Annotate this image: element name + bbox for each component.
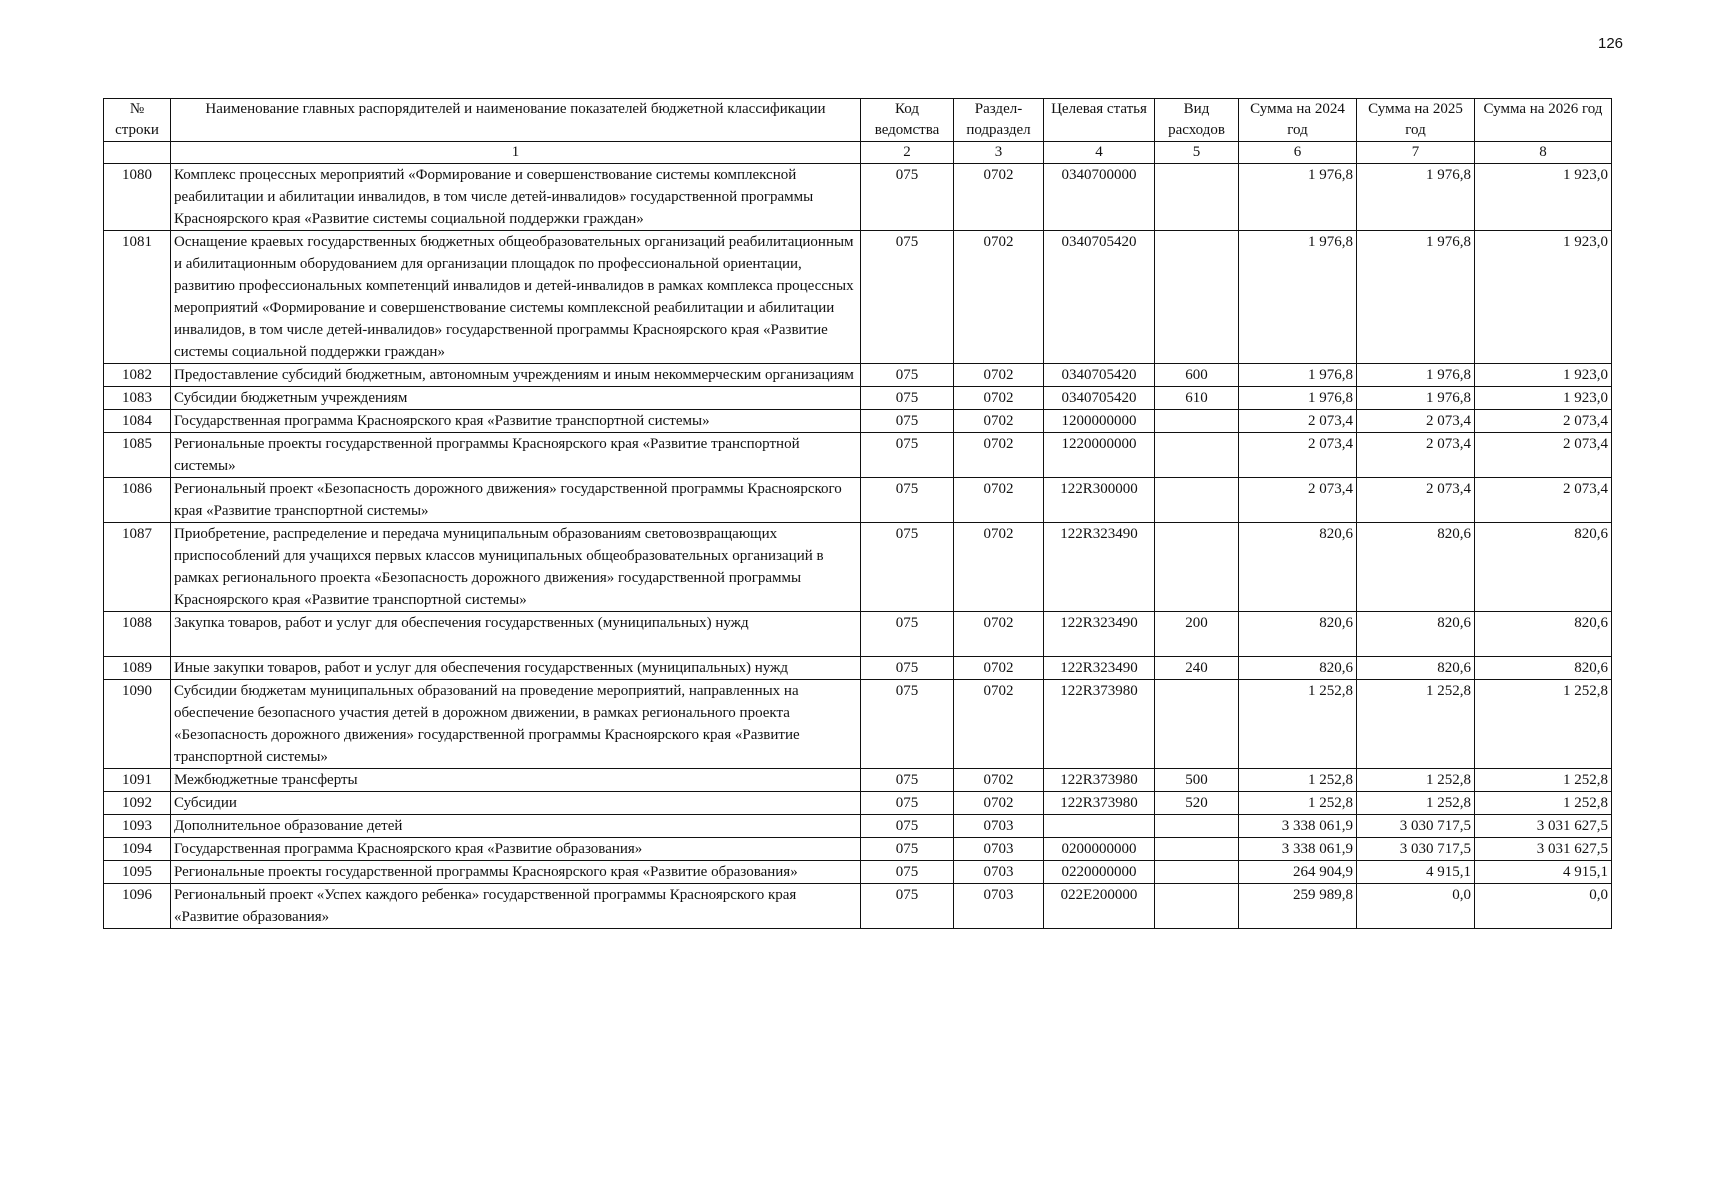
sum-2025-cell: 1 976,8	[1357, 364, 1475, 387]
sum-2025-cell: 820,6	[1357, 612, 1475, 657]
row-number-cell: 1083	[104, 387, 171, 410]
target-code-cell: 1200000000	[1044, 410, 1155, 433]
column-number-cell: 4	[1044, 142, 1155, 164]
sum-2026-cell: 1 252,8	[1475, 792, 1612, 815]
expense-type-cell: 200	[1155, 612, 1239, 657]
sum-2025-cell: 1 976,8	[1357, 164, 1475, 231]
table-row	[104, 769, 1612, 792]
dept-code-cell: 075	[861, 387, 954, 410]
dept-code-cell: 075	[861, 364, 954, 387]
row-number-cell: 1088	[104, 612, 171, 657]
column-number-cell: 5	[1155, 142, 1239, 164]
section-code-cell: 0702	[954, 433, 1044, 478]
expense-type-cell	[1155, 884, 1239, 929]
row-name-cell: Субсидии	[171, 792, 861, 815]
sum-2026-cell: 3 031 627,5	[1475, 838, 1612, 861]
sum-2025-cell: 3 030 717,5	[1357, 838, 1475, 861]
sum-2026-cell: 1 923,0	[1475, 387, 1612, 410]
sum-2024-cell: 1 252,8	[1239, 680, 1357, 769]
sum-2025-cell: 2 073,4	[1357, 433, 1475, 478]
row-name-cell: Комплекс процессных мероприятий «Формирование и совершенствование системы комплексной реабилитации и абилитации инвалидов, в том числе детей-инвалидов» государственной программы Красноярского края «Развитие системы социальной поддержки граждан»	[171, 164, 861, 231]
target-code-cell: 022E200000	[1044, 884, 1155, 929]
column-number-cell: 2	[861, 142, 954, 164]
expense-type-cell	[1155, 523, 1239, 612]
header-exp-type: Вид расходов	[1155, 99, 1239, 142]
header-name: Наименование главных распорядителей и наименование показателей бюджетной классификации	[171, 99, 861, 142]
table-row	[104, 231, 1612, 364]
row-name-cell: Государственная программа Красноярского края «Развитие транспортной системы»	[171, 410, 861, 433]
row-number-cell: 1084	[104, 410, 171, 433]
table-row	[104, 884, 1612, 929]
section-code-cell: 0702	[954, 478, 1044, 523]
row-number-cell: 1090	[104, 680, 171, 769]
sum-2026-cell: 4 915,1	[1475, 861, 1612, 884]
dept-code-cell: 075	[861, 769, 954, 792]
row-number-cell: 1096	[104, 884, 171, 929]
row-name-cell: Региональный проект «Безопасность дорожного движения» государственной программы Красноярского края «Развитие транспортной системы»	[171, 478, 861, 523]
sum-2026-cell: 2 073,4	[1475, 478, 1612, 523]
expense-type-cell	[1155, 231, 1239, 364]
row-number-cell: 1081	[104, 231, 171, 364]
row-name-cell: Субсидии бюджетным учреждениям	[171, 387, 861, 410]
sum-2024-cell: 820,6	[1239, 523, 1357, 612]
sum-2026-cell: 820,6	[1475, 657, 1612, 680]
table-row	[104, 364, 1612, 387]
table-row	[104, 433, 1612, 478]
expense-type-cell: 240	[1155, 657, 1239, 680]
sum-2025-cell: 1 252,8	[1357, 680, 1475, 769]
sum-2026-cell: 2 073,4	[1475, 433, 1612, 478]
table-row	[104, 792, 1612, 815]
row-name-cell: Межбюджетные трансферты	[171, 769, 861, 792]
row-name-cell: Иные закупки товаров, работ и услуг для обеспечения государственных (муниципальных) нужд	[171, 657, 861, 680]
row-number-cell: 1082	[104, 364, 171, 387]
sum-2026-cell: 1 252,8	[1475, 680, 1612, 769]
target-code-cell: 122R373980	[1044, 792, 1155, 815]
target-code-cell: 122R323490	[1044, 612, 1155, 657]
target-code-cell: 0340705420	[1044, 231, 1155, 364]
sum-2024-cell: 2 073,4	[1239, 478, 1357, 523]
table-row	[104, 657, 1612, 680]
section-code-cell: 0702	[954, 364, 1044, 387]
sum-2026-cell: 0,0	[1475, 884, 1612, 929]
header-target: Целевая статья	[1044, 99, 1155, 142]
column-number-row	[104, 142, 1612, 164]
row-name-cell: Закупка товаров, работ и услуг для обеспечения государственных (муниципальных) нужд	[171, 612, 861, 657]
column-number-cell: 7	[1357, 142, 1475, 164]
row-number-cell: 1087	[104, 523, 171, 612]
table-row	[104, 815, 1612, 838]
target-code-cell: 122R323490	[1044, 523, 1155, 612]
table-row	[104, 680, 1612, 769]
row-number-cell: 1089	[104, 657, 171, 680]
sum-2026-cell: 2 073,4	[1475, 410, 1612, 433]
expense-type-cell: 520	[1155, 792, 1239, 815]
dept-code-cell: 075	[861, 680, 954, 769]
sum-2024-cell: 1 252,8	[1239, 792, 1357, 815]
column-number-cell: 3	[954, 142, 1044, 164]
table-row	[104, 523, 1612, 612]
sum-2026-cell: 1 923,0	[1475, 231, 1612, 364]
dept-code-cell: 075	[861, 884, 954, 929]
row-number-cell: 1092	[104, 792, 171, 815]
sum-2026-cell: 3 031 627,5	[1475, 815, 1612, 838]
header-sum-2024: Сумма на 2024 год	[1239, 99, 1357, 142]
row-name-cell: Предоставление субсидий бюджетным, автономным учреждениям и иным некоммерческим организациям	[171, 364, 861, 387]
section-code-cell: 0702	[954, 792, 1044, 815]
sum-2025-cell: 820,6	[1357, 523, 1475, 612]
sum-2024-cell: 2 073,4	[1239, 433, 1357, 478]
sum-2026-cell: 820,6	[1475, 523, 1612, 612]
target-code-cell: 1220000000	[1044, 433, 1155, 478]
sum-2025-cell: 2 073,4	[1357, 410, 1475, 433]
row-number-cell: 1080	[104, 164, 171, 231]
column-number-cell	[104, 142, 171, 164]
row-name-cell: Дополнительное образование детей	[171, 815, 861, 838]
header-sum-2025: Сумма на 2025 год	[1357, 99, 1475, 142]
header-row	[104, 99, 1612, 142]
expense-type-cell	[1155, 815, 1239, 838]
sum-2025-cell: 1 976,8	[1357, 387, 1475, 410]
column-number-cell: 6	[1239, 142, 1357, 164]
sum-2026-cell: 820,6	[1475, 612, 1612, 657]
table-row	[104, 838, 1612, 861]
section-code-cell: 0702	[954, 657, 1044, 680]
target-code-cell: 122R373980	[1044, 769, 1155, 792]
section-code-cell: 0703	[954, 838, 1044, 861]
dept-code-cell: 075	[861, 815, 954, 838]
sum-2025-cell: 4 915,1	[1357, 861, 1475, 884]
sum-2024-cell: 1 976,8	[1239, 231, 1357, 364]
row-number-cell: 1095	[104, 861, 171, 884]
row-name-cell: Региональные проекты государственной программы Красноярского края «Развитие транспортной системы»	[171, 433, 861, 478]
sum-2025-cell: 1 252,8	[1357, 769, 1475, 792]
sum-2026-cell: 1 923,0	[1475, 164, 1612, 231]
expense-type-cell: 610	[1155, 387, 1239, 410]
row-number-cell: 1093	[104, 815, 171, 838]
expense-type-cell	[1155, 861, 1239, 884]
header-section: Раздел-подраздел	[954, 99, 1044, 142]
section-code-cell: 0703	[954, 815, 1044, 838]
row-number-cell: 1091	[104, 769, 171, 792]
dept-code-cell: 075	[861, 838, 954, 861]
sum-2024-cell: 2 073,4	[1239, 410, 1357, 433]
section-code-cell: 0702	[954, 164, 1044, 231]
target-code-cell: 0340705420	[1044, 364, 1155, 387]
row-name-cell: Оснащение краевых государственных бюджетных общеобразовательных организаций реабилитационным и абилитационным оборудованием для организации площадок по профессиональной ориентации, развитию профессиональных компетенций инвалидов и детей-инвалидов в рамках комплекса процессных мероприятий «Формирование и совершенствование системы комплексной реабилитации и абилитации инвалидов, в том числе детей-инвалидов» государственной программы Красноярского края «Развитие системы социальной поддержки граждан»	[171, 231, 861, 364]
section-code-cell: 0702	[954, 769, 1044, 792]
sum-2025-cell: 3 030 717,5	[1357, 815, 1475, 838]
expense-type-cell	[1155, 680, 1239, 769]
dept-code-cell: 075	[861, 657, 954, 680]
target-code-cell: 122R323490	[1044, 657, 1155, 680]
row-name-cell: Региональные проекты государственной программы Красноярского края «Развитие образования»	[171, 861, 861, 884]
dept-code-cell: 075	[861, 433, 954, 478]
dept-code-cell: 075	[861, 612, 954, 657]
sum-2025-cell: 0,0	[1357, 884, 1475, 929]
table-row	[104, 861, 1612, 884]
column-number-cell: 1	[171, 142, 861, 164]
sum-2026-cell: 1 252,8	[1475, 769, 1612, 792]
dept-code-cell: 075	[861, 792, 954, 815]
sum-2024-cell: 1 976,8	[1239, 164, 1357, 231]
sum-2024-cell: 1 976,8	[1239, 364, 1357, 387]
sum-2025-cell: 2 073,4	[1357, 478, 1475, 523]
target-code-cell: 0340700000	[1044, 164, 1155, 231]
dept-code-cell: 075	[861, 410, 954, 433]
section-code-cell: 0702	[954, 231, 1044, 364]
table-row	[104, 410, 1612, 433]
section-code-cell: 0703	[954, 861, 1044, 884]
row-name-cell: Субсидии бюджетам муниципальных образований на проведение мероприятий, направленных на обеспечение безопасного участия детей в дорожном движении, в рамках регионального проекта «Безопасность дорожного движения» государственной программы Красноярского края «Развитие транспортной системы»	[171, 680, 861, 769]
target-code-cell: 0200000000	[1044, 838, 1155, 861]
table-row	[104, 387, 1612, 410]
row-name-cell: Региональный проект «Успех каждого ребенка» государственной программы Красноярского края «Развитие образования»	[171, 884, 861, 929]
row-number-cell: 1085	[104, 433, 171, 478]
row-name-cell: Государственная программа Красноярского края «Развитие образования»	[171, 838, 861, 861]
expense-type-cell	[1155, 838, 1239, 861]
section-code-cell: 0702	[954, 410, 1044, 433]
target-code-cell: 122R373980	[1044, 680, 1155, 769]
expense-type-cell	[1155, 410, 1239, 433]
sum-2024-cell: 820,6	[1239, 612, 1357, 657]
section-code-cell: 0702	[954, 387, 1044, 410]
table-body	[104, 164, 1612, 929]
column-number-cell: 8	[1475, 142, 1612, 164]
dept-code-cell: 075	[861, 523, 954, 612]
expense-type-cell: 600	[1155, 364, 1239, 387]
budget-table	[103, 98, 1612, 929]
table-row	[104, 478, 1612, 523]
header-num: № строки	[104, 99, 171, 142]
section-code-cell: 0702	[954, 612, 1044, 657]
sum-2024-cell: 3 338 061,9	[1239, 838, 1357, 861]
section-code-cell: 0702	[954, 680, 1044, 769]
row-number-cell: 1086	[104, 478, 171, 523]
expense-type-cell	[1155, 433, 1239, 478]
header-dept: Код ведомства	[861, 99, 954, 142]
sum-2024-cell: 264 904,9	[1239, 861, 1357, 884]
table-row	[104, 164, 1612, 231]
dept-code-cell: 075	[861, 861, 954, 884]
sum-2024-cell: 259 989,8	[1239, 884, 1357, 929]
page-number: 126	[1598, 35, 1624, 52]
sum-2025-cell: 820,6	[1357, 657, 1475, 680]
section-code-cell: 0703	[954, 884, 1044, 929]
sum-2024-cell: 1 252,8	[1239, 769, 1357, 792]
section-code-cell: 0702	[954, 523, 1044, 612]
target-code-cell: 122R300000	[1044, 478, 1155, 523]
sum-2024-cell: 1 976,8	[1239, 387, 1357, 410]
row-number-cell: 1094	[104, 838, 171, 861]
dept-code-cell: 075	[861, 478, 954, 523]
target-code-cell	[1044, 815, 1155, 838]
sum-2024-cell: 820,6	[1239, 657, 1357, 680]
expense-type-cell	[1155, 164, 1239, 231]
header-sum-2026: Сумма на 2026 год	[1475, 99, 1612, 142]
expense-type-cell: 500	[1155, 769, 1239, 792]
dept-code-cell: 075	[861, 164, 954, 231]
sum-2025-cell: 1 252,8	[1357, 792, 1475, 815]
row-name-cell: Приобретение, распределение и передача муниципальным образованиям световозвращающих приспособлений для учащихся первых классов муниципальных общеобразовательных организаций в рамках регионального проекта «Безопасность дорожного движения» государственной программы Красноярского края «Развитие транспортной системы»	[171, 523, 861, 612]
sum-2025-cell: 1 976,8	[1357, 231, 1475, 364]
target-code-cell: 0220000000	[1044, 861, 1155, 884]
table-row	[104, 612, 1612, 657]
sum-2024-cell: 3 338 061,9	[1239, 815, 1357, 838]
expense-type-cell	[1155, 478, 1239, 523]
sum-2026-cell: 1 923,0	[1475, 364, 1612, 387]
dept-code-cell: 075	[861, 231, 954, 364]
target-code-cell: 0340705420	[1044, 387, 1155, 410]
